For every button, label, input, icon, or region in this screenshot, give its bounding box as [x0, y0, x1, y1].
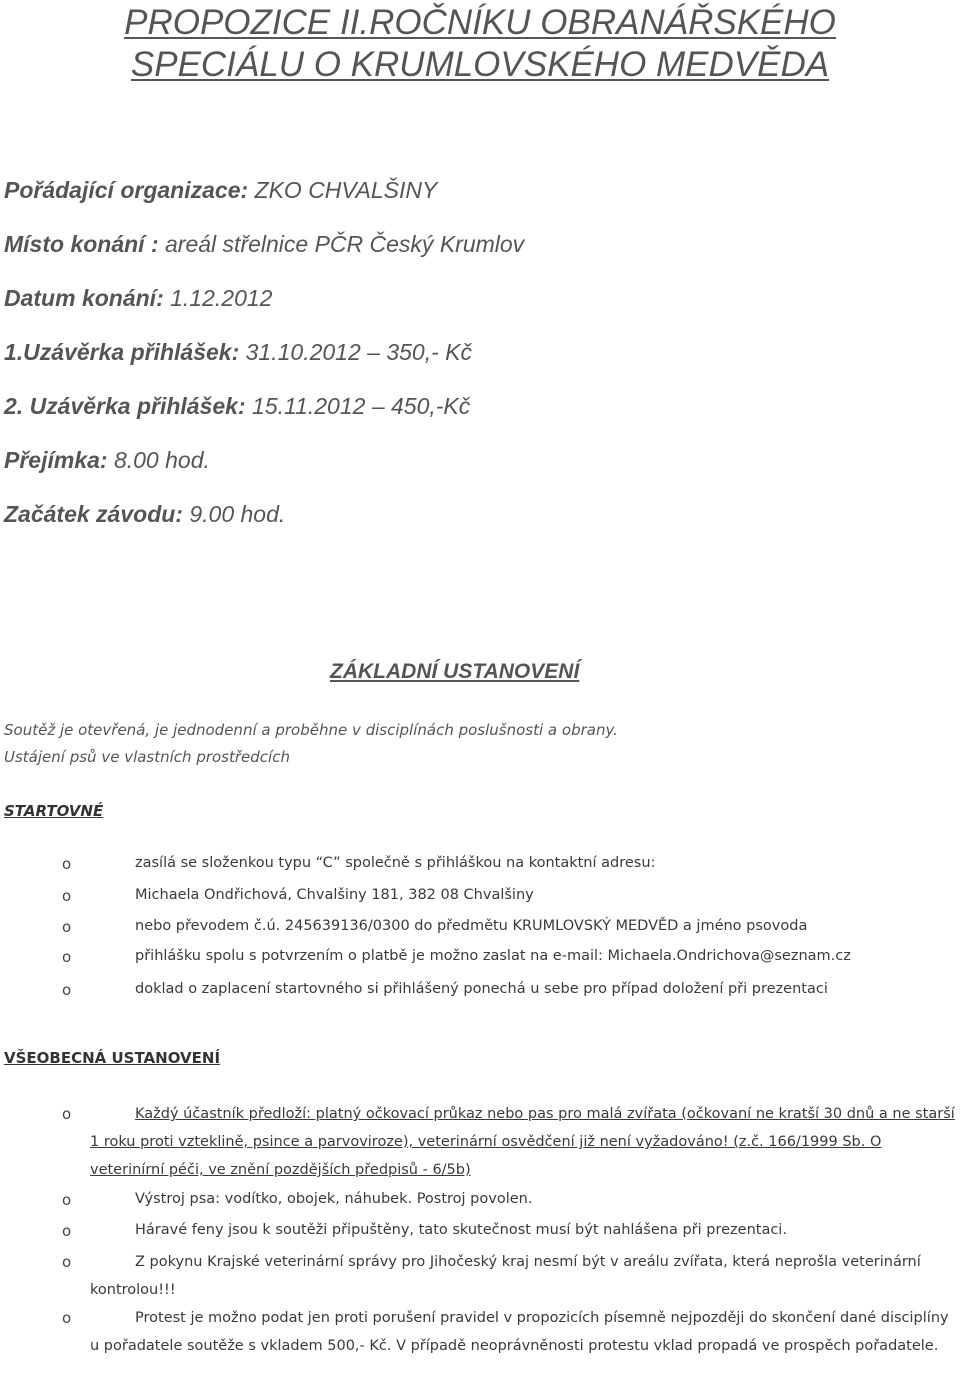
general-item-3: Háravé feny jsou k soutěži připuštěny, tato skutečnost musí být nahlášena při prezentaci.	[135, 1222, 787, 1238]
general-bullet-1: o	[62, 1105, 72, 1123]
basic-line1: Soutěž je otevřená, je jednodenní a proběhne v disciplínách poslušnosti a obrany.	[4, 721, 618, 739]
venue-value: areál střelnice PČR Český Krumlov	[158, 231, 525, 257]
start-row	[4, 500, 285, 528]
general-heading: VŠEOBECNÁ USTANOVENÍ	[4, 1049, 221, 1067]
fee-heading: STARTOVNÉ	[4, 802, 104, 820]
organizer-label: Pořádající organizace:	[4, 177, 249, 203]
fee-item-1: zasílá se složenkou typu “C” společně s přihláškou na kontaktní adresu:	[135, 855, 656, 871]
deadline2-value: 15.11.2012 – 450,-Kč	[245, 393, 471, 419]
fee-bullet-4: o	[62, 948, 72, 966]
general-bullet-5: o	[62, 1309, 72, 1327]
general-bullet-2: o	[62, 1191, 72, 1209]
general-bullet-3: o	[62, 1222, 72, 1240]
general-item-2: Výstroj psa: vodítko, obojek, náhubek. Postroj povolen.	[135, 1191, 533, 1207]
deadline2-label: 2. Uzávěrka přihlášek:	[4, 393, 246, 419]
general-item-4: Z pokynu Krajské veterinární správy pro Jihočeský kraj nesmí být v areálu zvířata, která neprošla veterinární kontrolou!!!	[90, 1254, 921, 1298]
fee-bullet-2: o	[62, 887, 72, 905]
general-item-5: Protest je možno podat jen proti porušení pravidel v propozicích písemně nejpozději do skončení dané disciplíny u pořadatele soutěže s vkladem 500,- Kč. V případě neoprávněnosti protestu vklad propadá ve prospěch pořadatele.	[90, 1310, 949, 1354]
fee-bullet-1: o	[62, 855, 72, 873]
checkin-label: Přejímka:	[4, 447, 108, 473]
checkin-row	[4, 446, 210, 474]
deadline2-row	[4, 392, 470, 420]
general-bullet-4: o	[62, 1253, 72, 1271]
date-label: Datum konání:	[4, 285, 164, 311]
date-value: 1.12.2012	[163, 285, 273, 311]
fee-item-5: doklad o zaplacení startovného si přihlášený ponechá u sebe pro případ doložení při prezentaci	[135, 981, 828, 997]
deadline1-value: 31.10.2012 – 350,- Kč	[239, 339, 472, 365]
basic-line2: Ustájení psů ve vlastních prostředcích	[4, 748, 290, 766]
document-title-line2: SPECIÁLU O KRUMLOVSKÉHO MEDVĚDA	[130, 45, 830, 84]
fee-item-2: Michaela Ondřichová, Chvalšiny 181, 382 08 Chvalšiny	[135, 887, 534, 903]
start-value: 9.00 hod.	[182, 501, 286, 527]
fee-bullet-5: o	[62, 981, 72, 999]
organizer-value: ZKO CHVALŠINY	[248, 177, 438, 203]
deadline1-row	[4, 338, 472, 366]
venue-label: Místo konání :	[4, 231, 159, 257]
document-title-line1: PROPOZICE II.ROČNÍKU OBRANÁŘSKÉHO	[124, 3, 836, 42]
organizer-row	[4, 176, 437, 204]
fee-item-4: přihlášku spolu s potvrzením o platbě je možno zaslat na e-mail: Michaela.Ondrichova@seznam.cz	[135, 948, 851, 964]
date-row	[4, 284, 272, 312]
checkin-value: 8.00 hod.	[107, 447, 210, 473]
basic-heading: ZÁKLADNÍ USTANOVENÍ	[330, 660, 580, 683]
fee-bullet-3: o	[62, 918, 72, 936]
deadline1-label: 1.Uzávěrka přihlášek:	[4, 339, 240, 365]
general-item-1: Každý účastník předloží: platný očkovací průkaz nebo pas pro malá zvířata (očkovaní ne kratší 30 dnů a ne starší 1 roku proti vzteklině, psince a parvoviroze), veterinární osvědčení již není vyžadováno! (z.č. 166/1999 Sb. O veterinírní péči, ve znění pozdějších předpisů - 6/5b)	[90, 1106, 955, 1178]
start-label: Začátek závodu:	[4, 501, 183, 527]
venue-row	[4, 230, 524, 258]
fee-item-3: nebo převodem č.ú. 245639136/0300 do předmětu KRUMLOVSKÝ MEDVĚD a jméno psovoda	[135, 918, 808, 934]
